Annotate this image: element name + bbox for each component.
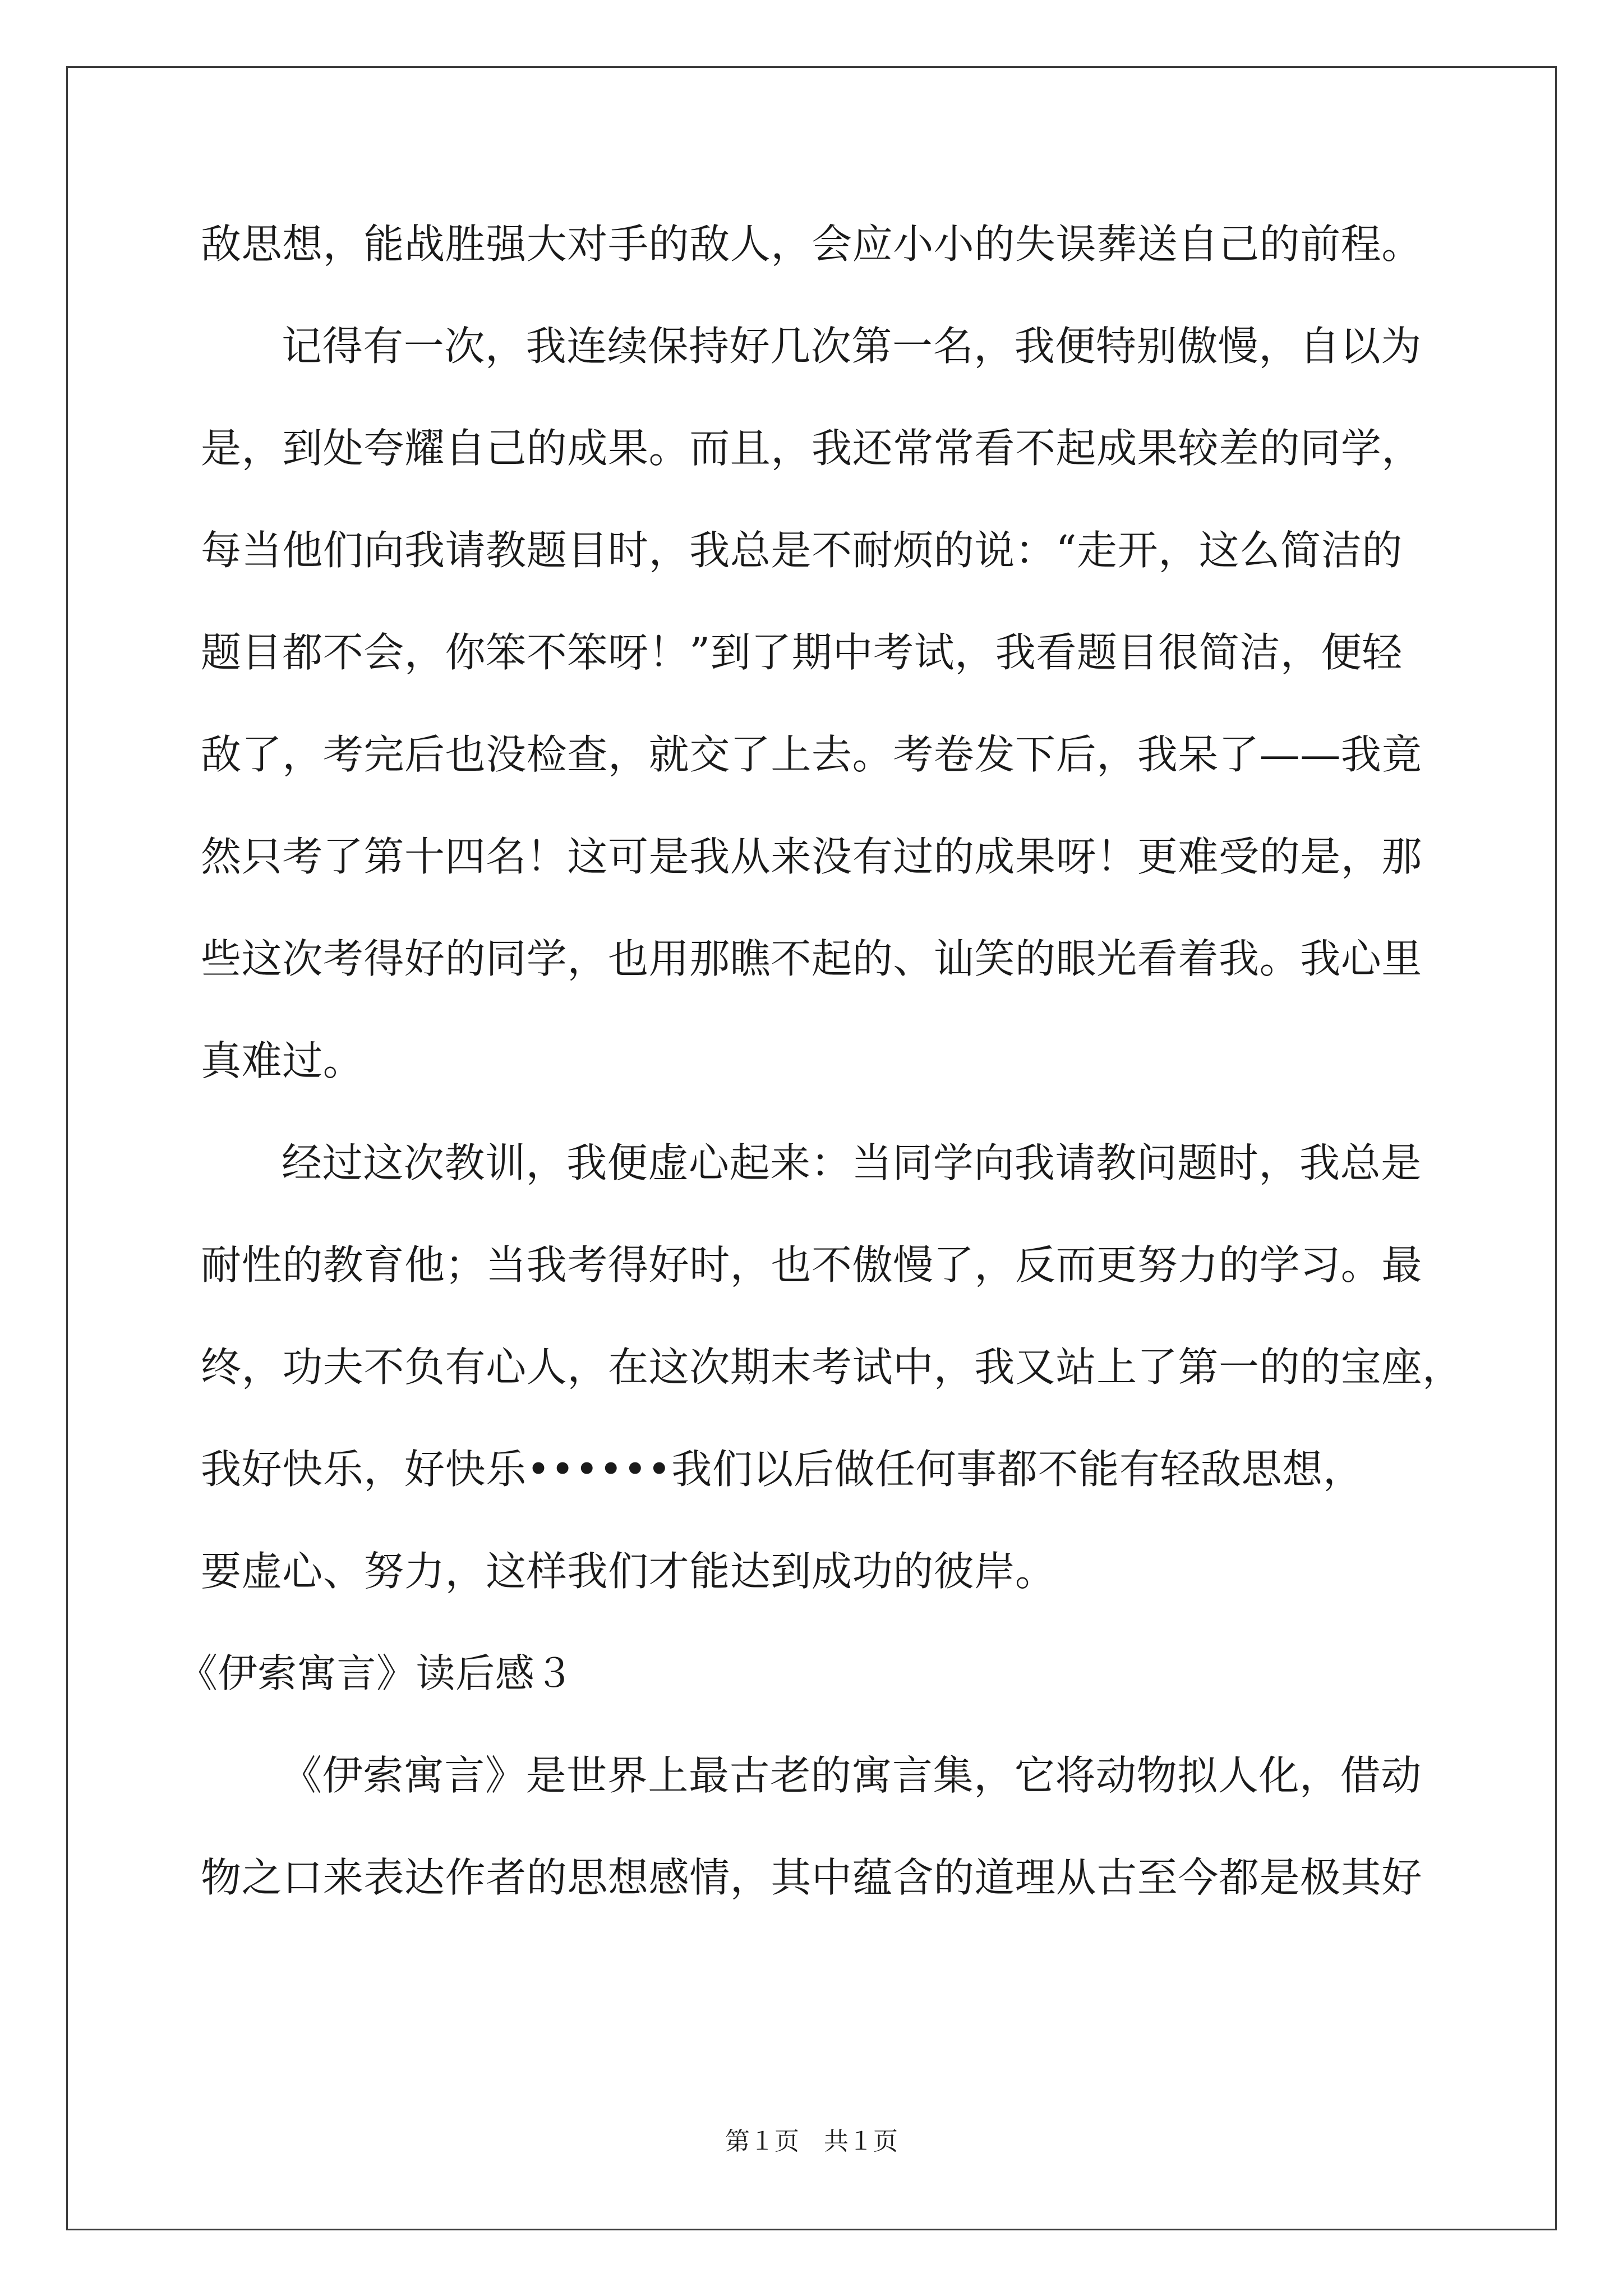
text-line: 经过这次教训，我便虚心起来：当同学向我请教问题时，我总是	[282, 1139, 1422, 1186]
text-line: 要虚心、努力，这样我们才能达到成功的彼岸。	[201, 1548, 1056, 1595]
text-line: 敌了，考完后也没检查，就交了上去。考卷发下后，我呆了——我竟	[201, 731, 1423, 778]
text-line: 我好快乐，好快乐••••••我们以后做任何事都不能有轻敌思想，	[201, 1446, 1364, 1493]
text-line: 《伊索寓言》是世界上最古老的寓言集，它将动物拟人化，借动	[282, 1752, 1422, 1799]
text-line: 敌思想，能战胜强大对手的敌人，会应小小的失误葬送自己的前程。	[201, 220, 1423, 268]
text-line: 物之口来表达作者的思想感情，其中蕴含的道理从古至今都是极其好	[201, 1854, 1423, 1901]
text-line: 是，到处夸耀自己的成果。而且，我还常常看不起成果较差的同学，	[201, 425, 1423, 472]
text-line: 然只考了第十四名！这可是我从来没有过的成果呀！更难受的是，那	[201, 833, 1423, 880]
section-heading: 《伊索寓言》读后感３	[178, 1650, 574, 1696]
text-line: 每当他们向我请教题目时，我总是不耐烦的说：“走开，这么简洁的	[201, 527, 1403, 574]
text-line: 些这次考得好的同学，也用那瞧不起的、讪笑的眼光看着我。我心里	[201, 935, 1423, 982]
text-line: 记得有一次，我连续保持好几次第一名，我便特别傲慢，自以为	[282, 323, 1422, 370]
text-line: 耐性的教育他；当我考得好时，也不傲慢了，反而更努力的学习。最	[201, 1241, 1423, 1289]
page-footer: 第１页 共１页	[725, 2127, 898, 2156]
text-line: 真难过。	[201, 1037, 364, 1084]
text-line: 终，功夫不负有心人，在这次期末考试中，我又站上了第一的的宝座，	[201, 1343, 1463, 1391]
document-body	[178, 210, 1463, 1946]
text-line: 题目都不会，你笨不笨呀！”到了期中考试，我看题目很简洁，便轻	[201, 629, 1403, 676]
